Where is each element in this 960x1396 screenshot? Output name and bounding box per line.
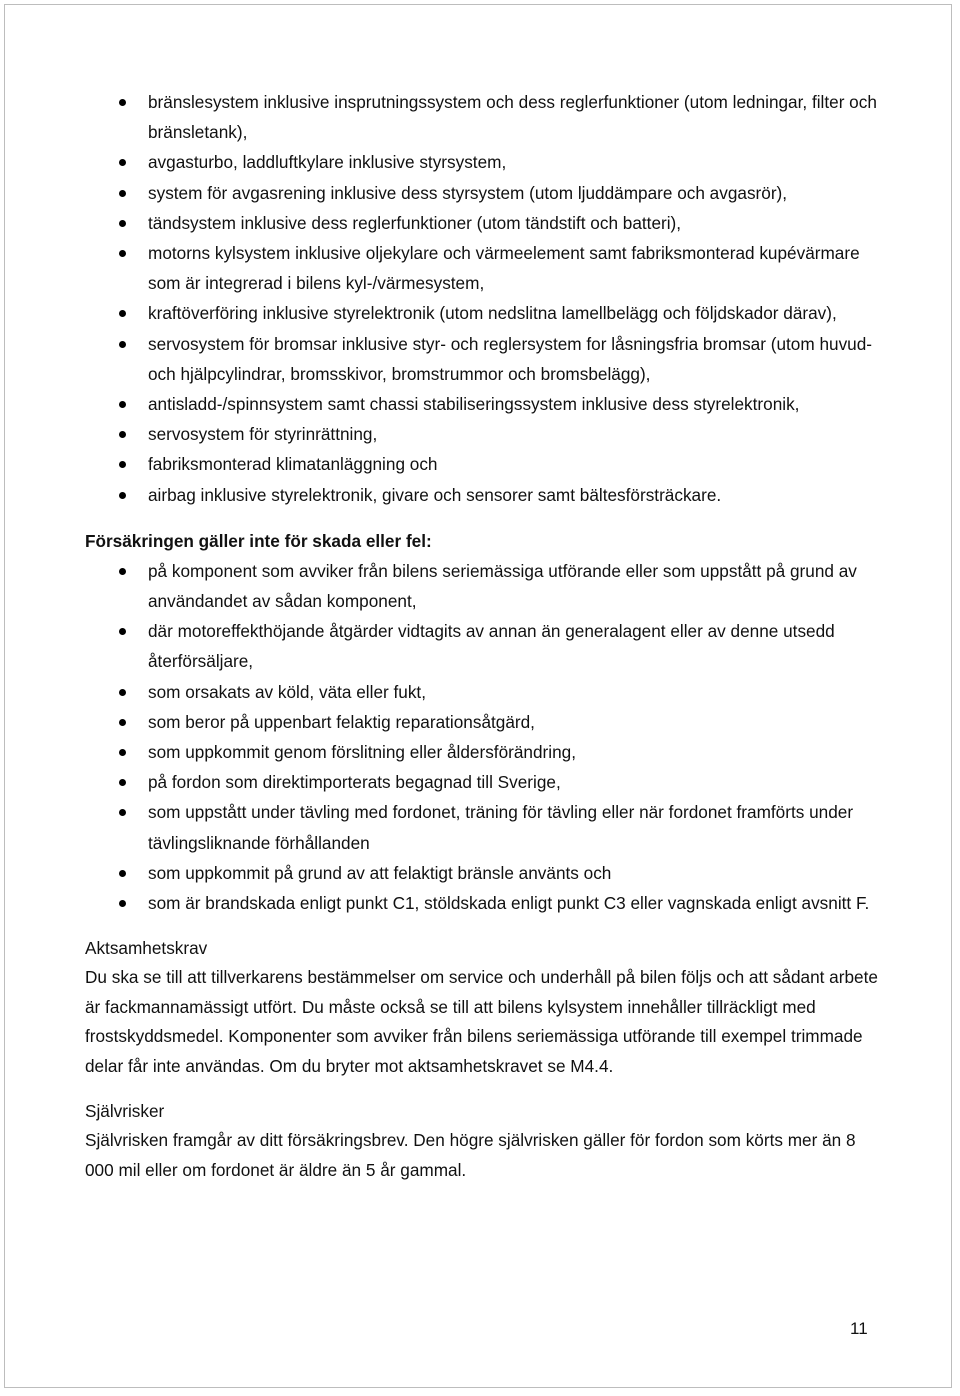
list-item-text: bränslesystem inklusive insprutningssystem och dess reglerfunktioner (utom ledningar, filter och bränsletank),	[148, 92, 877, 143]
bullet-icon	[119, 159, 126, 166]
bullet-icon	[119, 900, 126, 907]
list-item-text: kraftöverföring inklusive styrelektronik (utom nedslitna lamellbelägg och följdskador därav),	[148, 303, 837, 324]
bullet-icon	[119, 492, 126, 499]
exclusions-list	[85, 556, 885, 918]
list-item-text: som är brandskada enligt punkt C1, stöldskada enligt punkt C3 eller vagnskada enligt avsnitt F.	[148, 893, 870, 914]
list-item-text: som uppkommit genom förslitning eller åldersförändring,	[148, 742, 576, 763]
list-item	[85, 208, 885, 238]
list-item	[85, 616, 885, 676]
list-item-text: som uppkommit på grund av att felaktigt bränsle använts och	[148, 862, 612, 883]
list-item	[85, 556, 885, 616]
list-item-text: motorns kylsystem inklusive oljekylare och värmeelement samt fabriksmonterad kupévärmare som är integrerad i bilens kyl-/värmesystem,	[148, 243, 860, 294]
bullet-icon	[119, 401, 126, 408]
page-content	[85, 87, 885, 1185]
sjalvrisker-heading: Självrisker	[85, 1101, 165, 1122]
bullet-icon	[119, 431, 126, 438]
bullet-icon	[119, 461, 126, 468]
page-number: 11	[850, 1319, 868, 1338]
list-item	[85, 449, 885, 479]
list-item	[85, 147, 885, 177]
bullet-icon	[119, 250, 126, 257]
list-item-text: fabriksmonterad klimatanläggning och	[148, 454, 438, 475]
document-page	[4, 4, 952, 1388]
aktsamhet-section	[85, 934, 885, 1081]
bullet-icon	[119, 749, 126, 756]
list-item-text: tändsystem inklusive dess reglerfunktioner (utom tändstift och batteri),	[148, 212, 682, 233]
list-item	[85, 888, 885, 918]
list-item	[85, 677, 885, 707]
list-item	[85, 707, 885, 737]
list-item-text: avgasturbo, laddluftkylare inklusive styrsystem,	[148, 152, 507, 173]
list-item-text: på fordon som direktimporterats begagnad till Sverige,	[148, 772, 561, 793]
covered-components-list	[85, 87, 885, 510]
bullet-icon	[119, 870, 126, 877]
list-item	[85, 419, 885, 449]
aktsamhet-text: Du ska se till att tillverkarens bestämmelser om service och underhåll på bilen följs och att sådant arbete är fackmannamässigt utfört. Du måste också se till att bilens kylsystem innehåller tillräckligt med frostskyddsmedel. Komponenter som avviker från bilens seriemässiga utförande till exempel trimmade delar får inte användas. Om du bryter mot aktsamhetskravet se M4.4.	[85, 967, 878, 1076]
bullet-icon	[119, 310, 126, 317]
bullet-icon	[119, 220, 126, 227]
list-item	[85, 480, 885, 510]
bullet-icon	[119, 628, 126, 635]
sjalvrisker-text: Självrisken framgår av ditt försäkringsbrev. Den högre självrisken gäller för fordon som körts mer än 8 000 mil eller om fordonet är äldre än 5 år gammal.	[85, 1130, 856, 1180]
list-item	[85, 797, 885, 857]
sjalvrisker-section	[85, 1097, 885, 1185]
list-item-text: som beror på uppenbart felaktig reparationsåtgärd,	[148, 711, 535, 732]
exclusions-heading: Försäkringen gäller inte för skada eller fel:	[85, 530, 432, 551]
bullet-icon	[119, 568, 126, 575]
list-item-text: som uppstått under tävling med fordonet, träning för tävling eller när fordonet framförts under tävlingsliknande förhållanden	[148, 802, 854, 853]
list-item	[85, 329, 885, 389]
bullet-icon	[119, 689, 126, 696]
list-item	[85, 389, 885, 419]
list-item-text: servosystem för styrinrättning,	[148, 424, 378, 445]
list-item	[85, 238, 885, 298]
list-item	[85, 298, 885, 328]
bullet-icon	[119, 190, 126, 197]
list-item-text: där motoreffekthöjande åtgärder vidtagits av annan än generalagent eller av denne utsedd återförsäljare,	[148, 621, 835, 672]
list-item	[85, 87, 885, 147]
bullet-icon	[119, 719, 126, 726]
aktsamhet-heading: Aktsamhetskrav	[85, 938, 208, 959]
list-item	[85, 178, 885, 208]
list-item-text: system för avgasrening inklusive dess styrsystem (utom ljuddämpare och avgasrör),	[148, 182, 788, 203]
list-item	[85, 767, 885, 797]
list-item	[85, 858, 885, 888]
list-item-text: airbag inklusive styrelektronik, givare och sensorer samt bältesförsträckare.	[148, 484, 722, 505]
bullet-icon	[119, 809, 126, 816]
list-item-text: servosystem för bromsar inklusive styr- och reglersystem for låsningsfria bromsar (utom huvud- och hjälpcylindrar, bromsskivor, bromstrummor och bromsbelägg),	[148, 333, 873, 384]
list-item-text: på komponent som avviker från bilens seriemässiga utförande eller som uppstått på grund av användandet av sådan komponent,	[148, 560, 857, 612]
bullet-icon	[119, 99, 126, 106]
bullet-icon	[119, 341, 126, 348]
list-item	[85, 737, 885, 767]
list-item-text: som orsakats av köld, väta eller fukt,	[148, 681, 426, 702]
list-item-text: antisladd-/spinnsystem samt chassi stabiliseringssystem inklusive dess styrelektronik,	[148, 394, 800, 415]
bullet-icon	[119, 779, 126, 786]
